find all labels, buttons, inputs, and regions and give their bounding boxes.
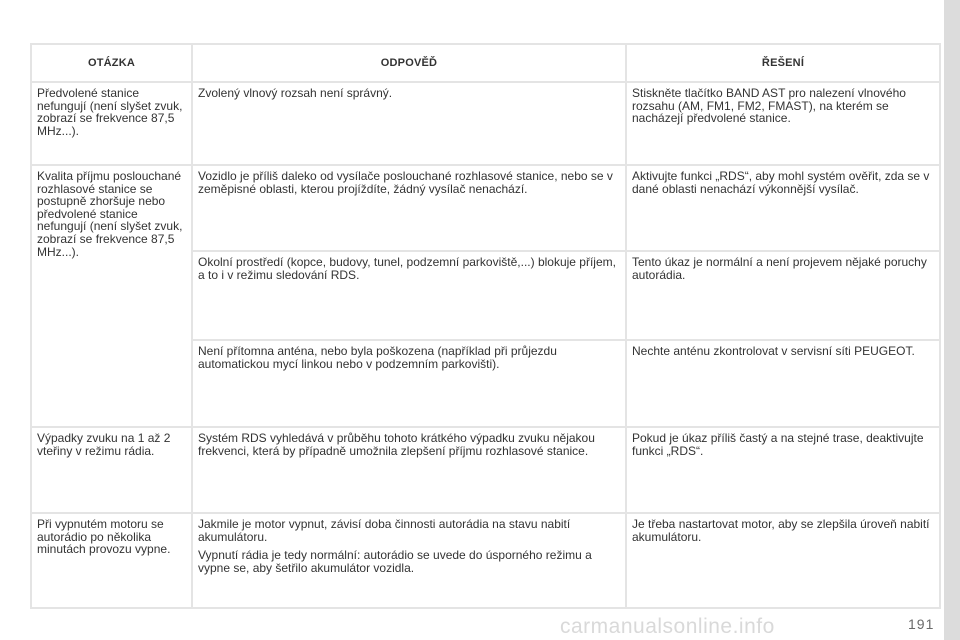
row2b-answer-text: Okolní prostředí (kopce, budovy, tunel, podzemní parkoviště,...) blokuje příjem, a to i v režimu sledování RDS. bbox=[198, 255, 616, 282]
row1-answer bbox=[193, 83, 625, 164]
row3-question-text: Výpadky zvuku na 1 až 2 vteřiny v režimu rádia. bbox=[37, 431, 171, 458]
header-solution: ŘEŠENÍ bbox=[627, 45, 939, 81]
row4-question-text: Při vypnutém motoru se autorádio po několika minutách provozu vypne. bbox=[37, 517, 171, 557]
row4-answer-text-2: Vypnutí rádia je tedy normální: autorádio se uvede do úsporného režimu a vypne se, aby šetřilo akumulátor vozidla. bbox=[198, 548, 592, 575]
watermark: carmanualsonline.info bbox=[560, 615, 775, 638]
page-edge-bar bbox=[944, 0, 960, 640]
row1-answer-text: Zvolený vlnový rozsah není správný. bbox=[198, 86, 393, 100]
row2-question-text: Kvalita příjmu poslouchané rozhlasové stanice se postupně zhoršuje nebo předvolené stanice nefungují (není slyšet zvuk, zobrazí se frekvence 87,5 MHz...). bbox=[37, 169, 183, 259]
row4-answer-text: Jakmile je motor vypnut, závisí doba činnosti autorádia na stavu nabití akumulátoru. bbox=[198, 517, 571, 544]
row2a-answer bbox=[193, 166, 625, 250]
row2a-answer-text: Vozidlo je příliš daleko od vysílače poslouchané rozhlasové stanice, nebo se v zeměpisné oblasti, kterou projíždíte, žádný vysílač nenachází. bbox=[198, 169, 613, 196]
row2c-solution-text: Nechte anténu zkontrolovat v servisní síti PEUGEOT. bbox=[632, 344, 915, 358]
row4-solution bbox=[627, 514, 939, 607]
row2b-solution-text: Tento úkaz je normální a není projevem nějaké poruchy autorádia. bbox=[632, 255, 927, 282]
row2-question bbox=[32, 166, 191, 426]
header-question: OTÁZKA bbox=[32, 45, 191, 81]
row3-solution-text: Pokud je úkaz příliš častý a na stejné trase, deaktivujte funkci „RDS“. bbox=[632, 431, 924, 458]
page-number: 191 bbox=[908, 616, 935, 632]
row2c-answer bbox=[193, 341, 625, 426]
row4-answer bbox=[193, 514, 625, 607]
row3-solution bbox=[627, 428, 939, 512]
row3-question bbox=[32, 428, 191, 512]
row3-answer-text: Systém RDS vyhledává v průběhu tohoto krátkého výpadku zvuku nějakou frekvenci, která by případně umožnila zlepšení příjmu rozhlasové stanice. bbox=[198, 431, 595, 458]
row1-question bbox=[32, 83, 191, 164]
row4-question bbox=[32, 514, 191, 607]
row2a-solution-text: Aktivujte funkci „RDS“, aby mohl systém ověřit, zda se v dané oblasti nenachází výkonnější vysílač. bbox=[632, 169, 930, 196]
row2a-solution bbox=[627, 166, 939, 250]
row2b-solution bbox=[627, 252, 939, 339]
header-answer: ODPOVĚĎ bbox=[193, 45, 625, 81]
troubleshooting-table bbox=[30, 43, 941, 609]
row2c-solution bbox=[627, 341, 939, 426]
row1-solution-text: Stiskněte tlačítko BAND AST pro nalezení vlnového rozsahu (AM, FM1, FM2, FMAST), na kterém se nacházejí předvolené stanice. bbox=[632, 86, 906, 126]
row3-answer bbox=[193, 428, 625, 512]
row1-solution bbox=[627, 83, 939, 164]
row2b-answer bbox=[193, 252, 625, 339]
row2c-answer-text: Není přítomna anténa, nebo byla poškozena (například při průjezdu automatickou mycí linkou nebo v podzemním parkovišti). bbox=[198, 344, 557, 371]
row4-solution-text: Je třeba nastartovat motor, aby se zlepšila úroveň nabití akumulátoru. bbox=[632, 517, 930, 544]
row1-question-text: Předvolené stanice nefungují (není slyšet zvuk, zobrazí se frekvence 87,5 MHz...). bbox=[37, 86, 183, 138]
